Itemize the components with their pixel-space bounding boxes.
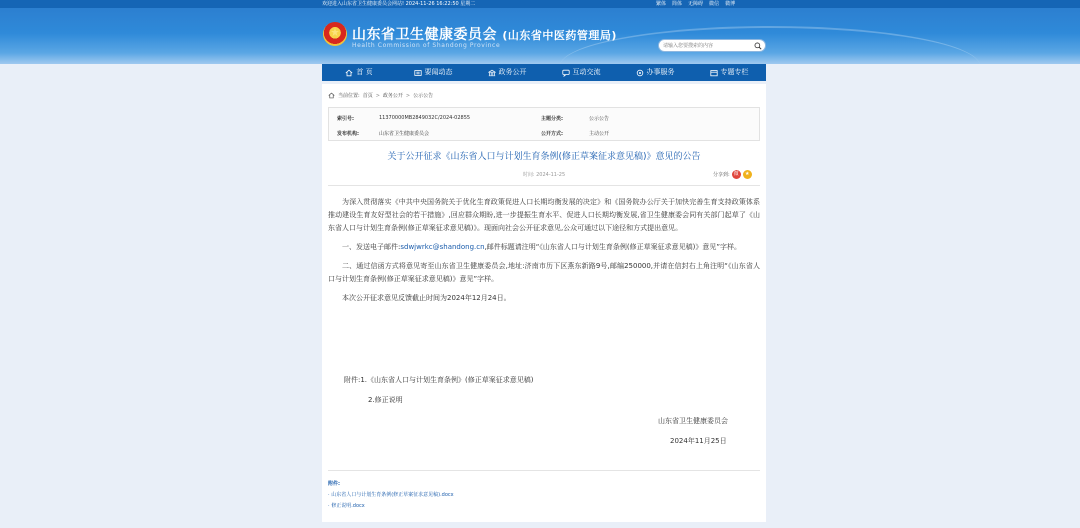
publisher-value: 山东省卫生健康委员会 [379,131,430,137]
nav-home[interactable] [322,64,396,81]
main-nav [322,64,766,81]
nav-home-label: 首 页 [356,68,373,76]
link-wechat[interactable]: 微信 [709,1,720,7]
paragraph-intro: 为深入贯彻落实《中共中央国务院关于优化生育政策促进人口长期均衡发展的决定》和《国务院办公厅关于加快完善生育支持政策体系推动建设生育友好型社会的若干措施》,回应群众期盼,进一步提振生育水平、促进人口长期均衡发展,省卫生健康委会同有关部门起草了《山东省人口与计划生育条例(修正草案征求意见稿)》。现面向社会公开征求意见,公众可通过以下途径和方式提出意见。 [328,198,760,232]
search-input[interactable] [663,42,751,50]
paragraph-deadline: 本次公开征求意见反馈截止时间为2024年12月24日。 [342,294,511,302]
attachment-line-2: 2.修正说明 [368,396,403,404]
breadcrumb-label: 当前位置: [338,93,360,99]
index-label: 索引号: [337,116,354,122]
site-title-sub: (山东省中医药管理局) [502,29,617,42]
content-card [322,84,766,522]
government-icon [488,69,496,77]
share-bar [713,170,752,179]
news-icon [414,69,422,77]
article-title: 关于公开征求《山东省人口与计划生育条例(修正草案征求意见稿)》意见的公告 [387,152,701,162]
search-icon[interactable] [754,42,762,50]
article-time: 时间: 2024-11-25 [522,172,566,178]
nav-interaction-label: 互动交流 [572,68,601,76]
link-traditional[interactable]: 繁体 [656,1,667,7]
top-links [656,0,741,8]
nav-topic-label: 专题专栏 [720,68,749,76]
openness-value: 主动公开 [589,131,610,137]
site-english-name: Health Commission of Shandong Province [352,42,501,49]
paragraph-email: 一、发送电子邮件:sdwjwrkc@shandong.cn,邮件标题请注明“《山东省人口与计划生育条例(修正草案征求意见稿)》意见”字样。 [342,243,742,251]
nav-government-label: 政务公开 [498,68,527,76]
chat-icon [562,69,570,77]
attachment-file-2[interactable]: · 修正说明.docx [328,503,365,509]
index-value: 11370000MB2849032C/2024-02855 [379,115,471,121]
site-title-main: 山东省卫生健康委员会 [352,27,497,43]
nav-government[interactable] [470,64,544,81]
sign-date: 2024年11月25日 [670,437,727,445]
nav-service[interactable] [618,64,692,81]
weibo-share-icon[interactable]: 微 [733,171,739,177]
home-icon [345,69,353,77]
breadcrumb-home[interactable]: 首页 [362,93,373,99]
attachment-file-1[interactable]: · 山东省人口与计划生育条例(修正草案征求意见稿).docx [328,492,454,498]
nav-interaction[interactable] [544,64,618,81]
welcome-text: 欢迎进入山东省卫生健康委员会网站! 2024-11-26 16:22:50 星期二 [322,1,476,7]
breadcrumb: 当前位置: 首页 > 政务公开 > 公示公告 [328,92,433,99]
breadcrumb-government[interactable]: 政务公开 [382,93,403,99]
article-body [328,196,760,311]
link-accessibility[interactable]: 无障碍 [688,1,704,7]
email-link[interactable]: sdwjwrkc@shandong.cn [400,243,485,251]
info-table [328,107,760,141]
service-icon [636,69,644,77]
category-value: 公示公告 [589,116,610,122]
nav-news-label: 要闻动态 [424,68,453,76]
qzone-share-icon[interactable]: ★ [743,170,752,179]
link-simplified[interactable]: 简体 [672,1,683,7]
nav-topic[interactable] [692,64,766,81]
site-title[interactable] [352,24,617,44]
site-header [0,8,1080,64]
top-bar [0,0,1080,8]
attachment-divider [328,470,760,471]
nav-news[interactable] [396,64,470,81]
attachment-line-1: 附件:1.《山东省人口与计划生育条例》(修正草案征求意见稿) [344,376,534,384]
link-weibo[interactable]: 微博 [725,1,736,7]
breadcrumb-announcements[interactable]: 公示公告 [413,93,434,99]
national-emblem-icon [323,22,347,46]
publisher-label: 发布机构: [337,131,359,137]
signer: 山东省卫生健康委员会 [658,417,728,425]
title-divider [328,185,760,186]
attachment-heading: 附件: [328,481,340,487]
search-box [658,39,766,52]
topic-icon [710,69,718,77]
nav-service-label: 办事服务 [646,68,675,76]
attachment-list [328,479,454,512]
home-icon [328,92,335,99]
paragraph-mail: 二、通过信函方式将意见寄至山东省卫生健康委员会,地址:济南市历下区燕东新路9号,邮编250000,并请在信封右上角注明“《山东省人口与计划生育条例(修正草案征求意见稿)》意见”字样。 [328,262,760,283]
category-label: 主题分类: [541,116,563,122]
openness-label: 公开方式: [541,131,563,137]
share-label: 分享到: [713,172,730,178]
